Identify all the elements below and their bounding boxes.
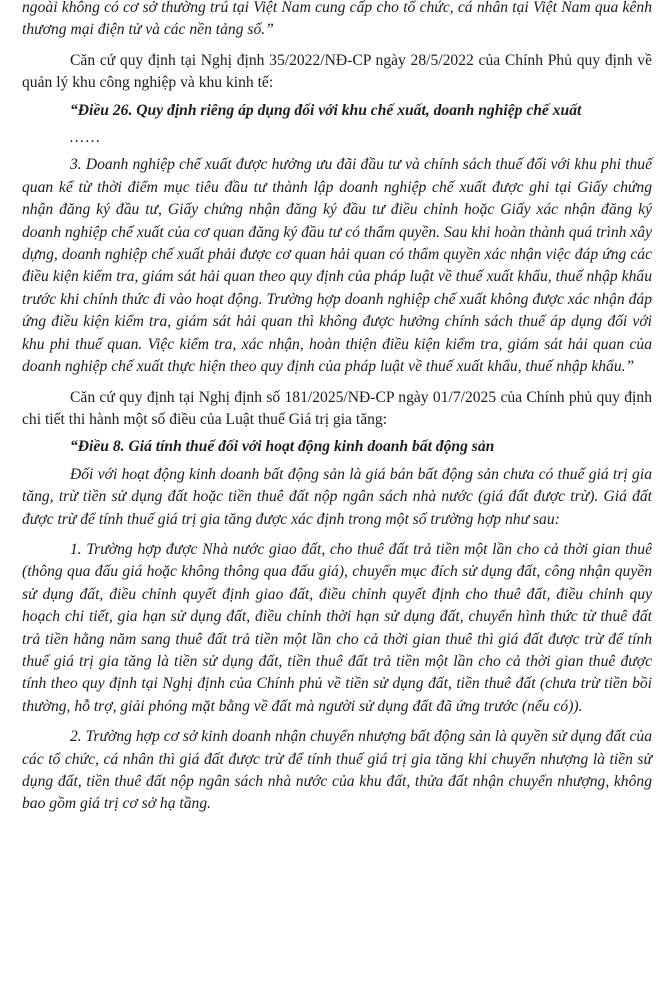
article-8-clause-1: 1. Trường hợp được Nhà nước giao đất, cho thuê đất trả tiền một lần cho cả thời gian thuê (thông qua đấu giá hoặc không thông qua đấu giá), chuyển mục đích sử dụng đất, công nhận quyền sử dụng đất, điều chỉnh quyết định giao đất, điều chỉnh quyết định cho thuê đất, điều chỉnh quy hoạch chi tiết, gia hạn sử dụng đất, điều chỉnh thời hạn sử dụng đất, chuyển hình thức từ thuê đất trả tiền hằng năm sang thuê đất trả tiền một lần cho cả thời gian thuê thì giá đất được trừ để tính thuế giá trị gia tăng là tiền sử dụng đất, tiền thuê đất trả tiền một lần cho cả thời gian thuê được tính theo quy định tại Nghị định của Chính phủ về tiền sử dụng đất, tiền thuê đất (chưa trừ tiền bồi thường, hỗ trợ, giải phóng mặt bằng về đất mà người sử dụng đất đã ứng trước (nếu có)). <box>22 540 652 715</box>
article-26-clause-3: 3. Doanh nghiệp chế xuất được hưởng ưu đãi đầu tư và chính sách thuế đối với khu phi thuế quan kể từ thời điểm mục tiêu đầu tư thành lập doanh nghiệp chế xuất được ghi tại Giấy chứng nhận đăng ký đầu tư, Giấy chứng nhận đăng ký đầu tư điều chỉnh hoặc Giấy xác nhận đăng ký doanh nghiệp chế xuất của cơ quan đăng ký đầu tư có thẩm quyền. Sau khi hoàn thành quá trình xây dựng, doanh nghiệp chế xuất phải được cơ quan hải quan có thẩm quyền xác nhận việc đáp ứng các điều kiện kiểm tra, giám sát hải quan theo quy định của pháp luật về thuế xuất khẩu, thuế nhập khẩu trước khi chính thức đi vào hoạt động. Trường hợp doanh nghiệp chế xuất không được xác nhận đáp ứng điều kiện kiểm tra, giám sát hải quan thì không được hưởng chính sách thuế áp dụng đối với khu phi thuế quan. Việc kiểm tra, xác nhận, hoàn thiện điều kiện kiểm tra, giám sát hải quan của doanh nghiệp chế xuất thực hiện theo quy định của pháp luật về thuế xuất khẩu, thuế nhập khẩu.” <box>22 156 652 376</box>
paragraph-continuation: ngoài không có cơ sở thường trú tại Việt Nam cung cấp cho tổ chức, cá nhân tại Việt Nam qua kênh thương mại điện tử và các nền tảng số.” <box>22 0 652 39</box>
article-8-heading: “Điều 8. Giá tính thuế đối với hoạt động kinh doanh bất động sản <box>70 438 495 456</box>
article-8-clause-2: 2. Trường hợp cơ sở kinh doanh nhận chuyển nhượng bất động sản là quyền sử dụng đất của các tổ chức, cá nhân thì giá đất được trừ để tính thuế giá trị gia tăng khi chuyển nhượng là tiền sử dụng đất, tiền thuê đất nộp ngân sách nhà nước của khu đất, thửa đất nhận chuyển nhượng, không bao gồm giá trị cơ sở hạ tầng. <box>22 728 652 813</box>
article-26-heading: “Điều 26. Quy định riêng áp dụng đối với khu chế xuất, doanh nghiệp chế xuất <box>70 101 582 119</box>
paragraph-legal-basis-decree-35: Căn cứ quy định tại Nghị định 35/2022/NĐ-CP ngày 28/5/2022 của Chính Phủ quy định về quản lý khu công nghiệp và khu kinh tế: <box>22 51 652 92</box>
paragraph-legal-basis-decree-181: Căn cứ quy định tại Nghị định số 181/2025/NĐ-CP ngày 01/7/2025 của Chính phủ quy định chi tiết thi hành một số điều của Luật thuế Giá trị gia tăng: <box>22 388 652 428</box>
article-8-intro: Đối với hoạt động kinh doanh bất động sản là giá bán bất động sản chưa có thuế giá trị gia tăng, trừ tiền sử dụng đất hoặc tiền thuê đất nộp ngân sách nhà nước (giá đất được trừ). Giá đất được trừ để tính thuế giá trị gia tăng được xác định trong một số trường hợp như sau: <box>22 465 652 528</box>
document-page <box>22 0 652 816</box>
ellipsis-omission: …… <box>70 129 102 147</box>
